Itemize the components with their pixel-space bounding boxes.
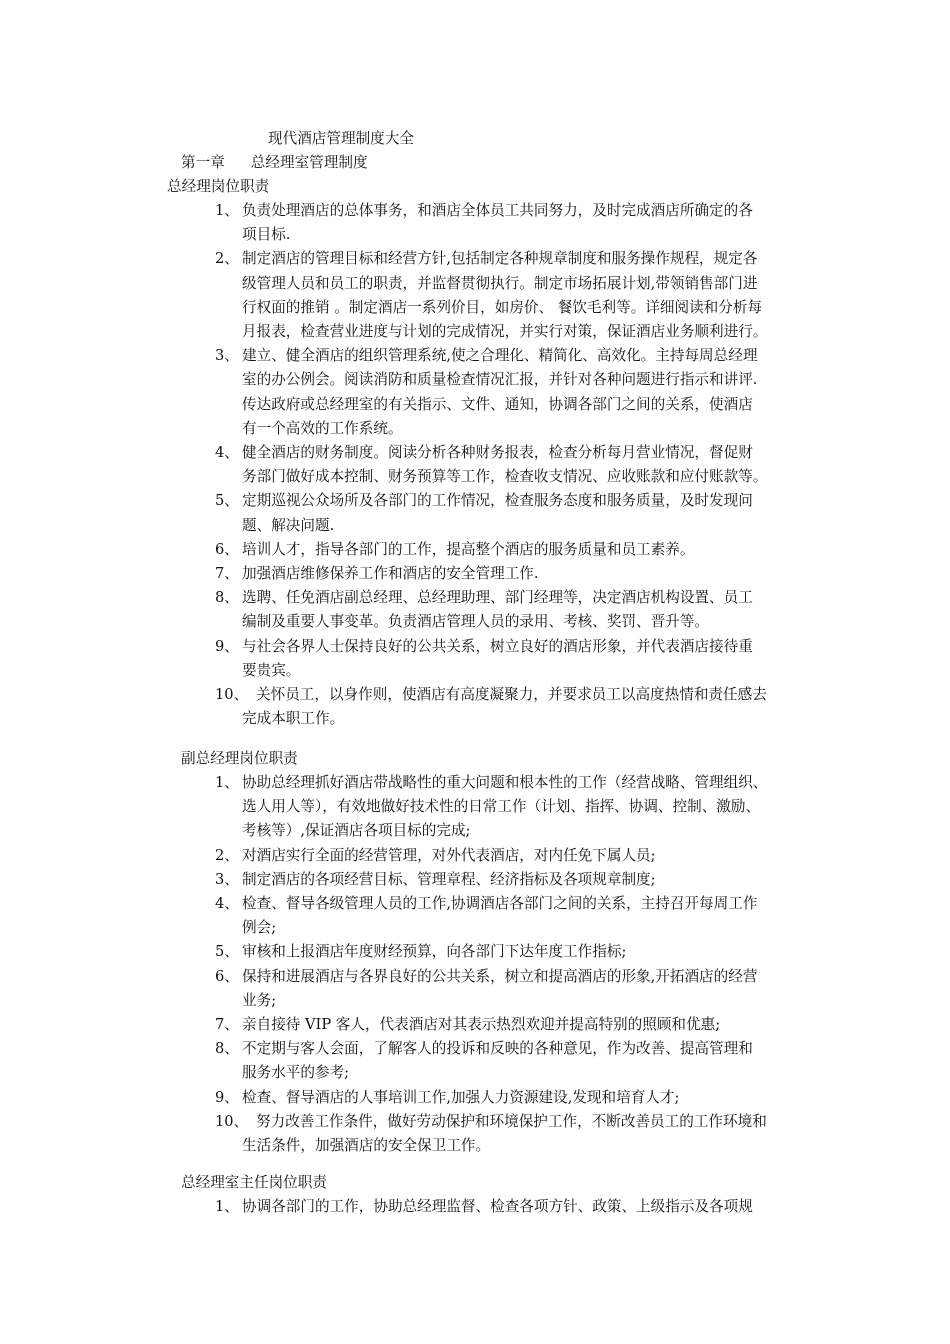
item-text-line: 审核和上报酒店年度财经预算，向各部门下达年度工作指标;	[242, 943, 627, 961]
item-number: 9、	[215, 1088, 239, 1106]
item-text-line: 项目标.	[242, 226, 291, 244]
section-heading-deputy-gm: 副总经理岗位职责	[181, 750, 298, 767]
item-text	[242, 868, 842, 892]
list-item	[0, 1195, 950, 1219]
item-text-line: 关怀员工，以身作则，使酒店有高度凝聚力，并要求员工以高度热情和责任感去	[256, 686, 767, 704]
list-item	[0, 562, 950, 586]
item-text-line: 月报表，检查营业进度与计划的完成情况，并实行对策，保证酒店业务顺利进行。	[242, 323, 768, 341]
item-text-line: 选聘、任免酒店副总经理、总经理助理、部门经理等，决定酒店机构设置、员工	[242, 589, 753, 607]
list-item	[0, 1110, 950, 1158]
chapter-title: 总经理室管理制度	[250, 154, 368, 171]
item-text-line: 传达政府或总经理室的有关指示、文件、通知，协调各部门之间的关系，使酒店	[242, 395, 753, 413]
chapter-heading	[181, 151, 368, 175]
section-list-deputy-gm	[0, 771, 950, 1158]
item-text	[242, 1086, 842, 1110]
item-text	[242, 247, 842, 344]
item-text-line: 行权面的推销 。制定酒店一系列价目，如房价、 餐饮毛利等。详细阅读和分析每	[242, 298, 763, 316]
item-number: 6、	[215, 540, 239, 558]
section-list-gm	[0, 199, 950, 731]
item-text-line: 检查、督导各级管理人员的工作,协调酒店各部门之间的关系，主持召开每周工作	[242, 895, 758, 913]
list-item	[0, 199, 950, 247]
item-number: 1、	[215, 202, 239, 219]
item-text-line: 室的办公例会。阅读消防和质量检查情况汇报，并针对各种问题进行指示和讲评.	[242, 371, 758, 389]
item-text	[242, 1195, 842, 1219]
list-item	[0, 1086, 950, 1110]
list-item	[0, 489, 950, 537]
item-text-line: 协调各部门的工作，协助总经理监督、检查各项方针、政策、上级指示及各项规	[242, 1198, 753, 1215]
item-text-line: 例会;	[242, 919, 277, 937]
item-text	[242, 538, 842, 562]
document-title: 现代酒店管理制度大全	[268, 130, 414, 147]
item-text-line: 保持和进展酒店与各界良好的公共关系，树立和提高酒店的形象,开拓酒店的经营	[242, 967, 758, 985]
item-text-line: 不定期与客人会面，了解客人的投诉和反映的各种意见，作为改善、提高管理和	[242, 1040, 753, 1058]
list-item	[0, 965, 950, 1013]
item-text-line: 要贵宾。	[242, 661, 301, 679]
item-text	[242, 1037, 842, 1085]
item-text	[242, 965, 842, 1013]
item-number: 7、	[215, 565, 239, 583]
item-number: 2、	[215, 846, 239, 864]
list-item	[0, 1013, 950, 1037]
item-text	[242, 771, 842, 844]
item-text-line: 有一个高效的工作系统。	[242, 419, 403, 437]
item-text	[242, 586, 842, 634]
list-item	[0, 1037, 950, 1085]
item-text	[242, 1013, 842, 1037]
item-text-line: 加强酒店维修保养工作和酒店的安全管理工作.	[242, 565, 539, 583]
item-text-line: 对酒店实行全面的经营管理，对外代表酒店，对内任免下属人员;	[242, 846, 656, 864]
item-text-line: 制定酒店的各项经营目标、管理章程、经济指标及各项规章制度;	[242, 870, 656, 888]
list-item	[0, 344, 950, 441]
item-text-line: 考核等）,保证酒店各项目标的完成;	[242, 822, 471, 840]
section-heading-gm: 总经理岗位职责	[167, 178, 270, 195]
item-number: 3、	[215, 347, 239, 365]
item-number: 4、	[215, 895, 239, 913]
item-text	[242, 683, 842, 731]
item-number: 10、	[215, 1112, 249, 1130]
item-number: 3、	[215, 870, 239, 888]
list-item	[0, 441, 950, 489]
item-text-line: 服务水平的参考;	[242, 1064, 350, 1082]
list-item	[0, 586, 950, 634]
list-item	[0, 892, 950, 940]
item-text-line: 培训人才，指导各部门的工作，提高整个酒店的服务质量和员工素养。	[242, 540, 695, 558]
item-text	[242, 441, 842, 489]
item-text-line: 定期巡视公众场所及各部门的工作情况，检查服务态度和服务质量，及时发现问	[242, 492, 753, 510]
item-number: 1、	[215, 774, 239, 791]
item-text-line: 业务;	[242, 991, 277, 1009]
item-number: 2、	[215, 250, 239, 268]
item-number: 5、	[215, 943, 239, 961]
item-text	[242, 1110, 842, 1158]
item-text	[242, 892, 842, 940]
chapter-number: 第一章	[181, 154, 225, 171]
item-text	[242, 940, 842, 964]
list-item	[0, 538, 950, 562]
list-item	[0, 247, 950, 344]
item-number: 4、	[215, 444, 239, 462]
item-text-line: 务部门做好成本控制、财务预算等工作，检查收支情况、应收账款和应付账款等。	[242, 468, 768, 486]
item-text-line: 健全酒店的财务制度。阅读分析各种财务报表，检查分析每月营业情况，督促财	[242, 444, 753, 462]
list-item	[0, 844, 950, 868]
list-item	[0, 940, 950, 964]
item-text-line: 制定酒店的管理目标和经营方针,包括制定各种规章制度和服务操作规程，规定各	[242, 250, 758, 268]
item-number: 5、	[215, 492, 239, 510]
item-number: 9、	[215, 637, 239, 655]
item-text	[242, 344, 842, 441]
item-text-line: 题、解决问题.	[242, 516, 335, 534]
section-list-office-director	[0, 1195, 950, 1219]
list-item	[0, 771, 950, 844]
item-number: 7、	[215, 1016, 239, 1034]
item-text-line: 生活条件，加强酒店的安全保卫工作。	[242, 1137, 491, 1155]
item-text-line: 亲自接待 VIP 客人，代表酒店对其表示热烈欢迎并提高特别的照顾和优惠;	[242, 1016, 721, 1034]
item-number: 8、	[215, 589, 239, 607]
list-item	[0, 683, 950, 731]
item-number: 10、	[215, 686, 249, 704]
item-text-line: 负责处理酒店的总体事务，和酒店全体员工共同努力，及时完成酒店所确定的各	[242, 202, 753, 219]
item-text-line: 检查、督导酒店的人事培训工作,加强人力资源建设,发现和培育人才;	[242, 1088, 680, 1106]
item-text-line: 与社会各界人士保持良好的公共关系，树立良好的酒店形象，并代表酒店接待重	[242, 637, 753, 655]
item-text-line: 建立、健全酒店的组织管理系统,使之合理化、精简化、高效化。主持每周总经理	[242, 347, 758, 365]
item-text-line: 选人用人等），有效地做好技术性的日常工作（计划、指挥、协调、控制、激励、	[242, 798, 761, 816]
item-text	[242, 199, 842, 247]
item-text	[242, 844, 842, 868]
item-text-line: 协助总经理抓好酒店带战略性的重大问题和根本性的工作（经营战略、管理组织、	[242, 774, 768, 791]
item-text-line: 级管理人员和员工的职责，并监督贯彻执行。制定市场拓展计划,带领销售部门进	[242, 274, 758, 292]
item-number: 8、	[215, 1040, 239, 1058]
list-item	[0, 635, 950, 683]
item-number: 6、	[215, 967, 239, 985]
list-item	[0, 868, 950, 892]
item-text-line: 努力改善工作条件，做好劳动保护和环境保护工作，不断改善员工的工作环境和	[256, 1112, 767, 1130]
item-text-line: 编制及重要人事变革。负责酒店管理人员的录用、考核、奖罚、晋升等。	[242, 613, 710, 631]
section-heading-office-director: 总经理室主任岗位职责	[181, 1174, 327, 1191]
item-text-line: 完成本职工作。	[242, 710, 345, 728]
item-text	[242, 635, 842, 683]
item-text	[242, 489, 842, 537]
item-number: 1、	[215, 1198, 239, 1215]
item-text	[242, 562, 842, 586]
